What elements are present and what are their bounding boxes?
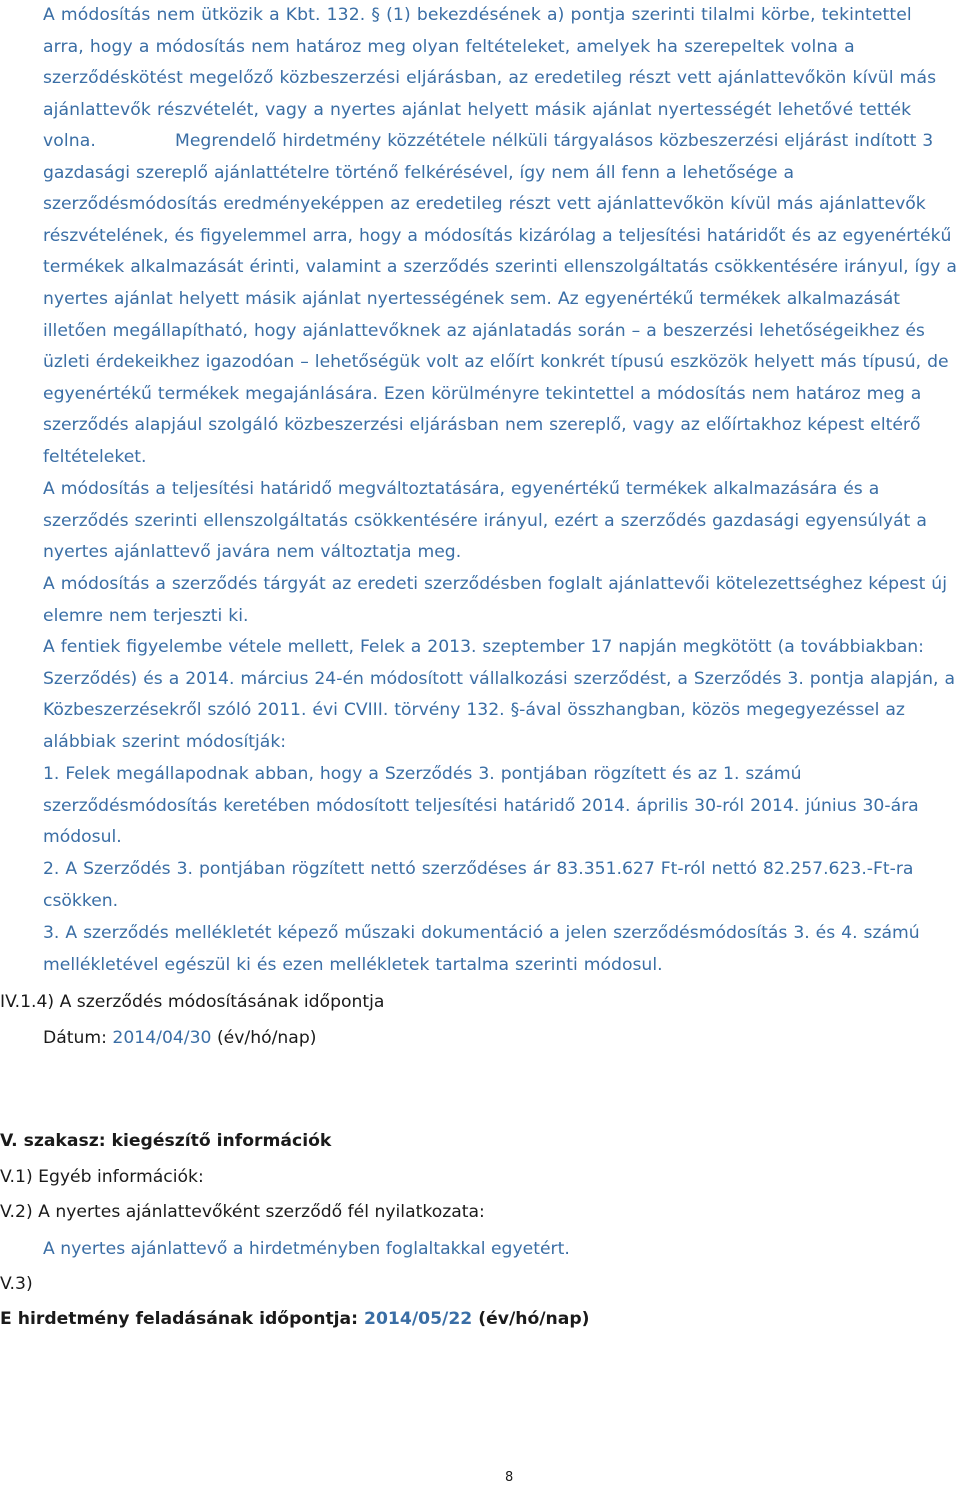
date-value: 2014/04/30 bbox=[112, 1028, 212, 1048]
paragraph-procedure-text: Megrendelő hirdetmény közzététele nélküli tárgyalásos közbeszerzési eljárást indított 3 gazdasági szereplő ajánlattételre történő felkérésével, így nem áll fenn a lehetősége a szerződésmódosítás eredményeképpen az eredetileg részt vett ajánlattevőkön kívül más ajánlattevők részvételének, és figyelemmel arra, hogy a módosítás kizárólag a teljesítési határidőt és az egyenértékű termékek alkalmazását érinti, valamint a szerződés szerinti ellenszolgáltatás csökkentésére irányul, így a nyertes ajánlat helyett másik ajánlat nyertességének sem. Az egyenértékű termékek alkalmazását illetően megállapítható, hogy ajánlattevőknek az ajánlatadás során – a beszerzési lehetőségeikhez és üzleti érdekeikhez igazodóan – lehetőségük volt az előírt konkrét típusú eszközök helyett más típusú, de egyenértékű termékek megajánlására. Ezen körülményre tekintettel a módosítás nem határoz meg a szerződés alapjául szolgáló közbeszerzési eljárásban nem szereplő, vagy az előírtakhoz képest eltérő feltételeket. bbox=[43, 131, 957, 467]
dispatch-date bbox=[0, 1307, 590, 1331]
paragraph-scope: A módosítás a szerződés tárgyát az eredeti szerződésben foglalt ajánlattevői kötelezettséghez képest új elemre nem terjeszti ki. bbox=[43, 574, 947, 626]
dispatch-date-value: 2014/05/22 bbox=[364, 1309, 473, 1329]
list-item-deadline: 1. Felek megállapodnak abban, hogy a Szerződés 3. pontjában rögzített és az 1. számú szerződésmódosítás keretében módosított teljesítési határidő 2014. április 30-ról 2014. június 30-ára módosul. bbox=[43, 764, 919, 848]
paragraph-agreement: A fentiek figyelembe vétele mellett, Felek a 2013. szeptember 17 napján megkötött (a továbbiakban: Szerződés) és a 2014. március 24-én módosított vállalkozási szerződést, a Szerződés 3. pontja alapján, a Közbeszerzésekről szóló 2011. évi CVIII. törvény 132. §-ával összhangban, közös megegyezéssel az alábbiak szerint módosítják: bbox=[43, 637, 956, 752]
section-v2: V.2) A nyertes ajánlattevőként szerződő fél nyilatkozata: bbox=[0, 1202, 485, 1222]
list-item-documentation: 3. A szerződés mellékletét képező műszaki dokumentáció a jelen szerződésmódosítás 3. és 4. számú mellékletével egészül ki és ezen mellékletek tartalma szerinti módosul. bbox=[43, 923, 920, 975]
dispatch-date-format: (év/hó/nap) bbox=[472, 1309, 590, 1329]
section-v3: V.3) bbox=[0, 1274, 33, 1294]
section-v1: V.1) Egyéb információk: bbox=[0, 1167, 204, 1187]
dispatch-date-label: E hirdetmény feladásának időpontja: bbox=[0, 1309, 365, 1329]
section-v2-text: A nyertes ajánlattevő a hirdetményben foglaltakkal egyetért. bbox=[43, 1239, 570, 1259]
date-label: Dátum: bbox=[43, 1028, 113, 1048]
section-v-heading: V. szakasz: kiegészítő információk bbox=[0, 1131, 332, 1151]
section-iv-heading: IV.1.4) A szerződés módosításának időpontja bbox=[0, 992, 385, 1012]
paragraph-procedure bbox=[43, 126, 960, 474]
modification-date bbox=[43, 1026, 316, 1050]
paragraph-economic-balance: A módosítás a teljesítési határidő megváltoztatására, egyenértékű termékek alkalmazására és a szerződés szerinti ellenszolgáltatás csökkentésére irányul, ezért a szerződés gazdasági egyensúlyát a nyertes ajánlattevő javára nem változtatja meg. bbox=[43, 479, 927, 563]
page-number: 8 bbox=[505, 1470, 514, 1485]
paragraph-compliance: A módosítás nem ütközik a Kbt. 132. § (1) bekezdésének a) pontja szerinti tilalmi körbe, tekintettel arra, hogy a módosítás nem határoz meg olyan feltételeket, amelyek ha szerepeltek volna a szerződéskötést megelőző közbeszerzési eljárásban, az eredetileg részt vett ajánlattevőkön kívül más ajánlattevők részvételét, vagy a nyertes ajánlat helyett másik ajánlat nyertességét lehetővé tették volna. bbox=[43, 5, 937, 151]
list-item-price: 2. A Szerződés 3. pontjában rögzített nettó szerződéses ár 83.351.627 Ft-ról nettó 82.257.623.-Ft-ra csökken. bbox=[43, 859, 914, 911]
date-format: (év/hó/nap) bbox=[211, 1028, 317, 1048]
